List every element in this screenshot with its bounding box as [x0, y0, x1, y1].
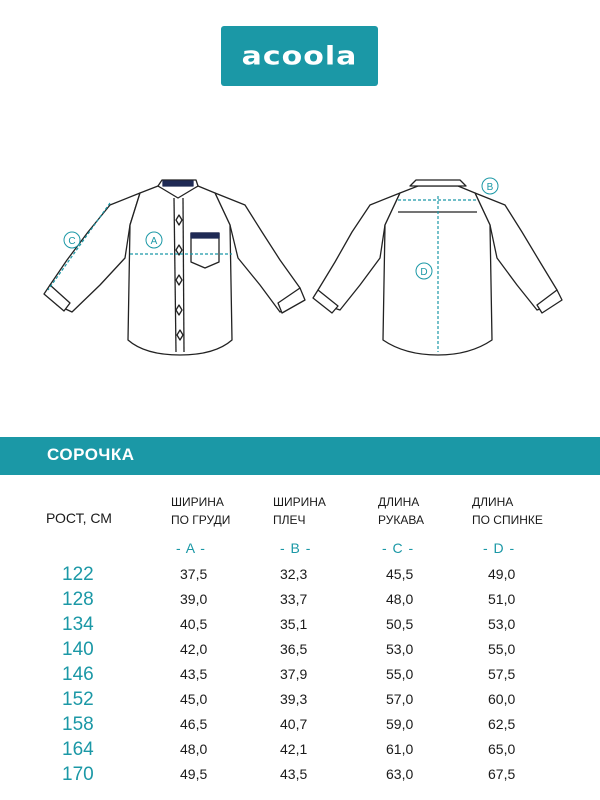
chest-width-cell: 39,0: [180, 591, 208, 607]
back-length-cell: 67,5: [488, 766, 516, 782]
sleeve-length-cell: 59,0: [386, 716, 414, 732]
marker-a-label: A: [150, 236, 158, 247]
sleeve-length-cell: 48,0: [386, 591, 414, 607]
table-row: [0, 687, 600, 712]
back-length-cell: 62,5: [488, 716, 516, 732]
height-cell: 158: [62, 714, 94, 735]
shoulder-width-cell: 40,7: [280, 716, 308, 732]
sleeve-length-cell: 50,5: [386, 616, 414, 632]
chest-width-cell: 45,0: [180, 691, 208, 707]
column-code-c: - C -: [382, 540, 415, 556]
sleeve-length-cell: 45,5: [386, 566, 414, 582]
column-code-d: - D -: [483, 540, 516, 556]
sleeve-length-cell: 57,0: [386, 691, 414, 707]
back-length-cell: 51,0: [488, 591, 516, 607]
shoulder-width-cell: 32,3: [280, 566, 308, 582]
chest-width-cell: 48,0: [180, 741, 208, 757]
column-code-b: - B -: [280, 540, 312, 556]
shoulder-width-cell: 43,5: [280, 766, 308, 782]
size-table-body: [0, 562, 600, 787]
table-row: [0, 737, 600, 762]
height-cell: 170: [62, 764, 94, 785]
brand-logo-text: acoola: [241, 41, 358, 71]
back-length-cell: 55,0: [488, 641, 516, 657]
shoulder-width-cell: 33,7: [280, 591, 308, 607]
table-row: [0, 712, 600, 737]
back-length-cell: 49,0: [488, 566, 516, 582]
product-banner: [0, 437, 600, 475]
table-row: [0, 637, 600, 662]
column-header-d: ДЛИНА ПО СПИНКЕ: [472, 495, 543, 527]
chest-width-cell: 37,5: [180, 566, 208, 582]
table-row: [0, 612, 600, 637]
sleeve-length-cell: 53,0: [386, 641, 414, 657]
chest-width-cell: 42,0: [180, 641, 208, 657]
product-title: СОРОЧКА: [47, 445, 135, 464]
back-length-cell: 60,0: [488, 691, 516, 707]
table-row: [0, 662, 600, 687]
shoulder-width-cell: 39,3: [280, 691, 308, 707]
height-cell: 128: [62, 589, 94, 610]
table-row: [0, 587, 600, 612]
marker-d-label: D: [420, 267, 428, 278]
table-row: [0, 762, 600, 787]
shirt-measurement-diagram: [0, 160, 600, 380]
column-header-c: ДЛИНА РУКАВА: [378, 495, 424, 527]
shoulder-width-cell: 36,5: [280, 641, 308, 657]
height-cell: 164: [62, 739, 94, 760]
chest-width-cell: 46,5: [180, 716, 208, 732]
shoulder-width-cell: 37,9: [280, 666, 308, 682]
shoulder-width-cell: 42,1: [280, 741, 308, 757]
sleeve-length-cell: 55,0: [386, 666, 414, 682]
height-cell: 140: [62, 639, 94, 660]
shirt-front-drawing: [44, 180, 305, 355]
height-cell: 152: [62, 689, 94, 710]
marker-b-label: B: [486, 182, 494, 193]
back-length-cell: 53,0: [488, 616, 516, 632]
chest-width-cell: 40,5: [180, 616, 208, 632]
sleeve-length-cell: 61,0: [386, 741, 414, 757]
brand-logo: [221, 26, 378, 86]
sleeve-length-cell: 63,0: [386, 766, 414, 782]
back-length-cell: 65,0: [488, 741, 516, 757]
height-cell: 146: [62, 664, 94, 685]
column-header-b: ШИРИНА ПЛЕЧ: [273, 495, 326, 527]
marker-c-label: C: [68, 236, 76, 247]
back-length-cell: 57,5: [488, 666, 516, 682]
column-code-a: - A -: [176, 540, 206, 556]
shoulder-width-cell: 35,1: [280, 616, 308, 632]
chest-width-cell: 49,5: [180, 766, 208, 782]
height-cell: 122: [62, 564, 94, 585]
height-column-header: РОСТ, СМ: [46, 510, 112, 526]
chest-width-cell: 43,5: [180, 666, 208, 682]
height-cell: 134: [62, 614, 94, 635]
table-row: [0, 562, 600, 587]
column-header-a: ШИРИНА ПО ГРУДИ: [171, 495, 231, 527]
